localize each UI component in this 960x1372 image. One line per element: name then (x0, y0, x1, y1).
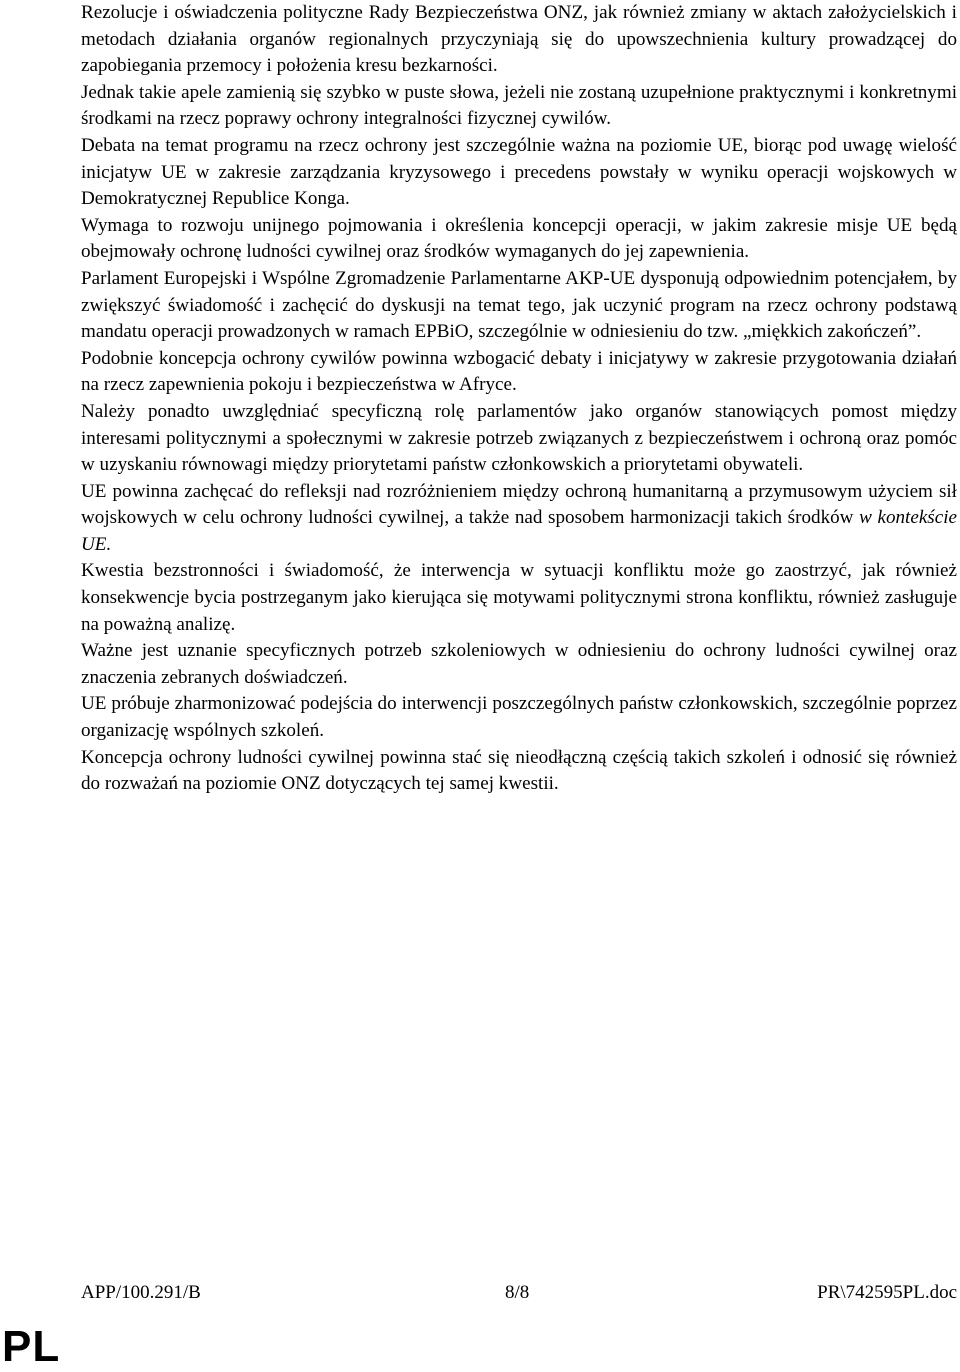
paragraph: Parlament Europejski i Wspólne Zgromadzenie Parlamentarne AKP-UE dysponują odpowiednim potencjałem, by zwiększyć świadomość i zachęcić do dyskusji na temat tego, jak uczynić program na rzecz ochrony podstawą mandatu operacji prowadzonych w ramach EPBiO, szczególnie w odniesieniu do tzw. „miękkich zakończeń”. (81, 267, 957, 343)
document-body (81, 0, 957, 798)
language-code: PL (2, 1322, 61, 1371)
paragraph: Jednak takie apele zamienią się szybko w puste słowa, jeżeli nie zostaną uzupełnione praktycznymi i konkretnymi środkami na rzecz poprawy ochrony integralności fizycznej cywilów. (81, 81, 957, 130)
paragraph: Podobnie koncepcja ochrony cywilów powinna wzbogacić debaty i inicjatywy w zakresie przygotowania działań na rzecz zapewnienia pokoju i bezpieczeństwa w Afryce. (81, 347, 957, 396)
paragraph: Ważne jest uznanie specyficznych potrzeb szkoleniowych w odniesieniu do ochrony ludności cywilnej oraz znaczenia zebranych doświadczeń. (81, 640, 957, 688)
footer-reference: APP/100.291/B (81, 1282, 201, 1303)
paragraph: Należy ponadto uwzględniać specyficzną rolę parlamentów jako organów stanowiących pomost między interesami politycznymi a społecznymi w zakresie potrzeb związanych z bezpieczeństwem i ochroną oraz pomóc w uzyskaniu równowagi między priorytetami państw członkowskich a priorytetami obywateli. (81, 400, 957, 476)
paragraph-text: UE powinna zachęcać do refleksji nad rozróżnieniem między ochroną humanitarną a przymusowym użyciem sił wojskowych w celu ochrony ludności cywilnej, a także nad sposobem harmonizacji takich środków (81, 480, 957, 529)
paragraph-italic-end (81, 479, 957, 559)
paragraph: Rezolucje i oświadczenia polityczne Rady Bezpieczeństwa ONZ, jak również zmiany w aktach założycielskich i metodach działania organów regionalnych przyczyniają się do upowszechnienia kultury prowadzącej do zapobiegania przemocy i położenia kresu bezkarności. (81, 2, 957, 77)
page-footer (81, 1280, 957, 1306)
footer-page-number: 8/8 (505, 1282, 530, 1303)
paragraph: Kwestia bezstronności i świadomość, że interwencja w sytuacji konfliktu może go zaostrzyć, jak również konsekwencje bycia postrzeganym jako kierująca się motywami politycznymi strona konfliktu, również zasługuje na poważną analizę. (81, 560, 957, 635)
paragraph-italic-text: w kontekście UE. (81, 507, 957, 555)
paragraph: Koncepcja ochrony ludności cywilnej powinna stać się nieodłączną częścią takich szkoleń i odnosić się również do rozważań na poziomie ONZ dotyczących tej samej kwestii. (81, 746, 957, 795)
paragraph: UE próbuje zharmonizować podejścia do interwencji poszczególnych państw członkowskich, szczególnie poprzez organizację wspólnych szkoleń. (81, 693, 957, 742)
footer-filename: PR\742595PL.doc (817, 1282, 957, 1303)
paragraph: Wymaga to rozwoju unijnego pojmowania i określenia koncepcji operacji, w jakim zakresie misje UE będą obejmowały ochronę ludności cywilnej oraz środków wymaganych do jej zapewnienia. (81, 214, 957, 263)
paragraph: Debata na temat programu na rzecz ochrony jest szczególnie ważna na poziomie UE, biorąc pod uwagę wielość inicjatyw UE w zakresie zarządzania kryzysowego i precedens powstały w wyniku operacji wojskowych w Demokratycznej Republice Konga. (81, 134, 957, 210)
